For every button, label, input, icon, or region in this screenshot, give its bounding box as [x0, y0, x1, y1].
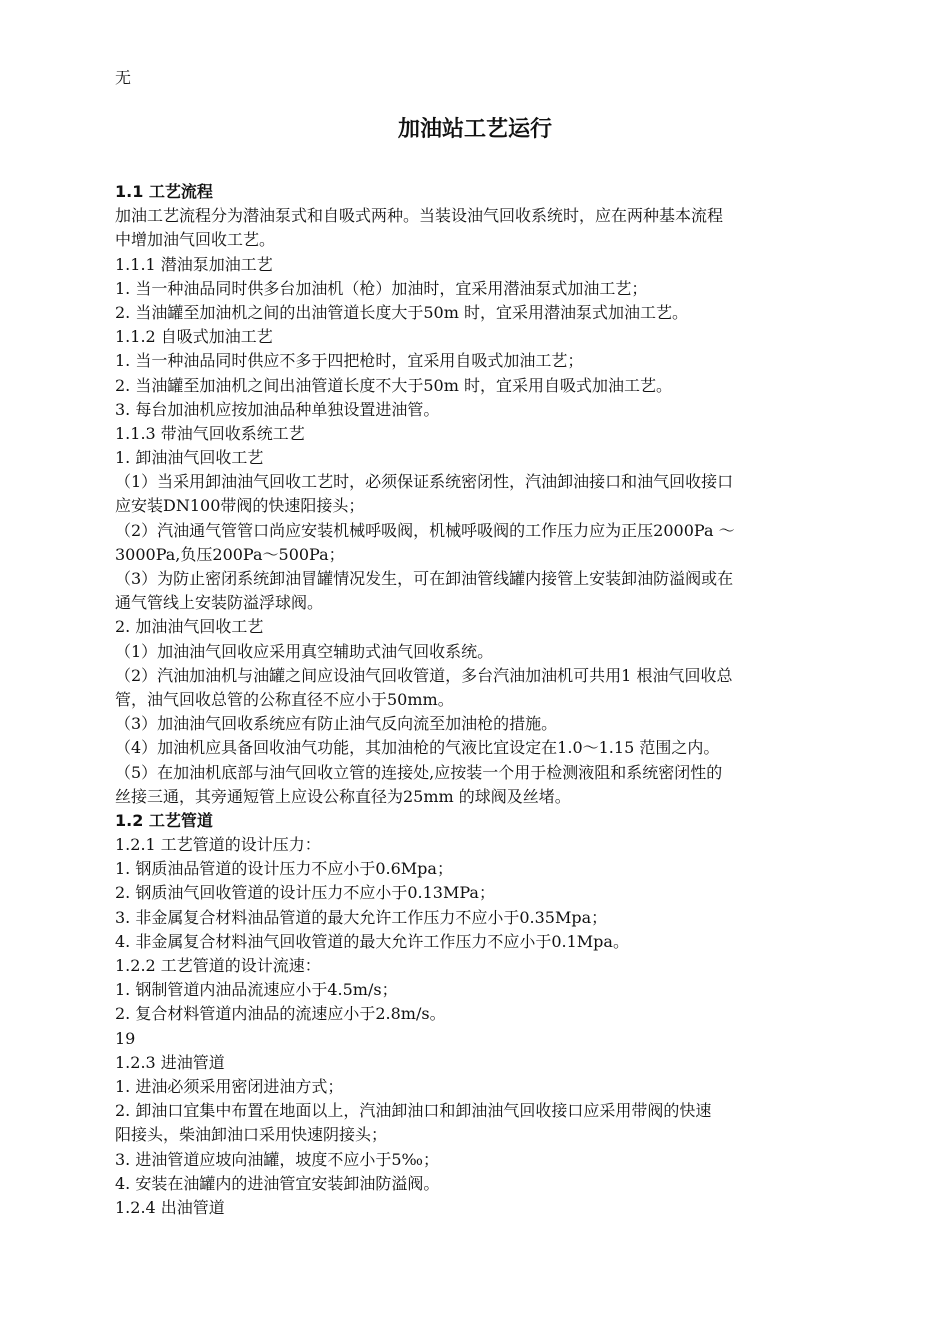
text-line: 管，油气回收总管的公称直径不应小于50mm。: [115, 689, 454, 709]
text-line: 阳接头，柴油卸油口采用快速阴接头；: [115, 1125, 388, 1145]
text-line: 2. 当油罐至加油机之间出油管道长度不大于50m 时，宜采用自吸式加油工艺。: [115, 375, 672, 395]
text-line: 丝接三通，其旁通短管上应设公称直径为25mm 的球阀及丝堵。: [115, 786, 571, 806]
text-line: 1.2.1 工艺管道的设计压力：: [115, 835, 321, 855]
text-line: 应安装DN100带阀的快速阳接头；: [115, 496, 365, 516]
text-line: 1.1.3 带油气回收系统工艺: [115, 423, 305, 443]
text-line: 1.1.2 自吸式加油工艺: [115, 327, 273, 347]
text-line: （1）当采用卸油油气回收工艺时，必须保证系统密闭性，汽油卸油接口和油气回收接口: [115, 472, 734, 492]
document-title: 加油站工艺运行: [397, 117, 552, 142]
text-line: 通气管线上安装防溢浮球阀。: [115, 593, 324, 613]
text-line: （2）汽油通气管管口尚应安装机械呼吸阀，机械呼吸阀的工作压力应为正压2000Pa ～: [115, 520, 735, 540]
text-line: 2. 当油罐至加油机之间的出油管道长度大于50m 时，宜采用潜油泵式加油工艺。: [115, 302, 688, 322]
text-line: 1.1.1 潜油泵加油工艺: [115, 254, 273, 274]
text-line: （2）汽油加油机与油罐之间应设油气回收管道，多台汽油加油机可共用1 根油气回收总: [115, 665, 733, 685]
text-line: 4. 非金属复合材料油气回收管道的最大允许工作压力不应小于0.1Mpa。: [115, 931, 629, 951]
text-line: 1. 当一种油品同时供应不多于四把枪时，宜采用自吸式加油工艺；: [115, 351, 584, 371]
text-line: 1. 钢质油品管道的设计压力不应小于0.6Mpa；: [115, 859, 453, 879]
text-line: 1. 卸油油气回收工艺: [115, 448, 264, 468]
header-mark: 无: [115, 68, 132, 87]
text-line: 加油工艺流程分为潜油泵式和自吸式两种。当装设油气回收系统时，应在两种基本流程: [115, 206, 724, 226]
text-line: （5）在加油机底部与油气回收立管的连接处,应按装一个用于检测液阻和系统密闭性的: [115, 762, 723, 782]
text-line: 3. 非金属复合材料油品管道的最大允许工作压力不应小于0.35Mpa；: [115, 907, 608, 927]
text-line: 4. 安装在油罐内的进油管宜安装卸油防溢阀。: [115, 1173, 440, 1193]
text-line: 1. 当一种油品同时供多台加油机（枪）加油时，宜采用潜油泵式加油工艺；: [115, 278, 648, 298]
text-line: 1.2.2 工艺管道的设计流速：: [115, 956, 321, 975]
document-body: [115, 180, 845, 1220]
text-line: 3. 进油管道应坡向油罐，坡度不应小于5‰；: [115, 1149, 440, 1169]
text-line: 2. 卸油口宜集中布置在地面以上，汽油卸油口和卸油油气回收接口应采用带阀的快速: [115, 1101, 712, 1121]
text-line: （3）加油油气回收系统应有防止油气反向流至加油枪的措施。: [115, 714, 558, 734]
section-heading: 1.1 工艺流程: [115, 182, 213, 201]
text-line: 19: [115, 1028, 136, 1048]
text-line: 1.2.3 进油管道: [115, 1052, 225, 1072]
section-heading: 1.2 工艺管道: [115, 810, 213, 830]
text-line: 3000Pa,负压200Pa～500Pa；: [115, 544, 345, 564]
text-line: 1. 钢制管道内油品流速应小于4.5m/s；: [115, 980, 398, 1000]
text-line: 3. 每台加油机应按加油品种单独设置进油管。: [115, 399, 440, 419]
text-line: 中增加油气回收工艺。: [115, 230, 276, 250]
text-line: 1. 进油必须采用密闭进油方式；: [115, 1076, 344, 1096]
text-line: （3）为防止密闭系统卸油冒罐情况发生，可在卸油管线罐内接管上安装卸油防溢阀或在: [115, 569, 734, 588]
text-line: 2. 钢质油气回收管道的设计压力不应小于0.13MPa；: [115, 883, 495, 903]
text-line: 2. 复合材料管道内油品的流速应小于2.8m/s。: [115, 1004, 446, 1024]
text-line: （4）加油机应具备回收油气功能，其加油枪的气液比宜设定在1.0～1.15 范围之内。: [115, 738, 720, 758]
text-line: （1）加油油气回收应采用真空辅助式油气回收系统。: [115, 641, 494, 661]
text-line: 2. 加油油气回收工艺: [115, 617, 264, 637]
text-line: 1.2.4 出油管道: [115, 1197, 225, 1217]
